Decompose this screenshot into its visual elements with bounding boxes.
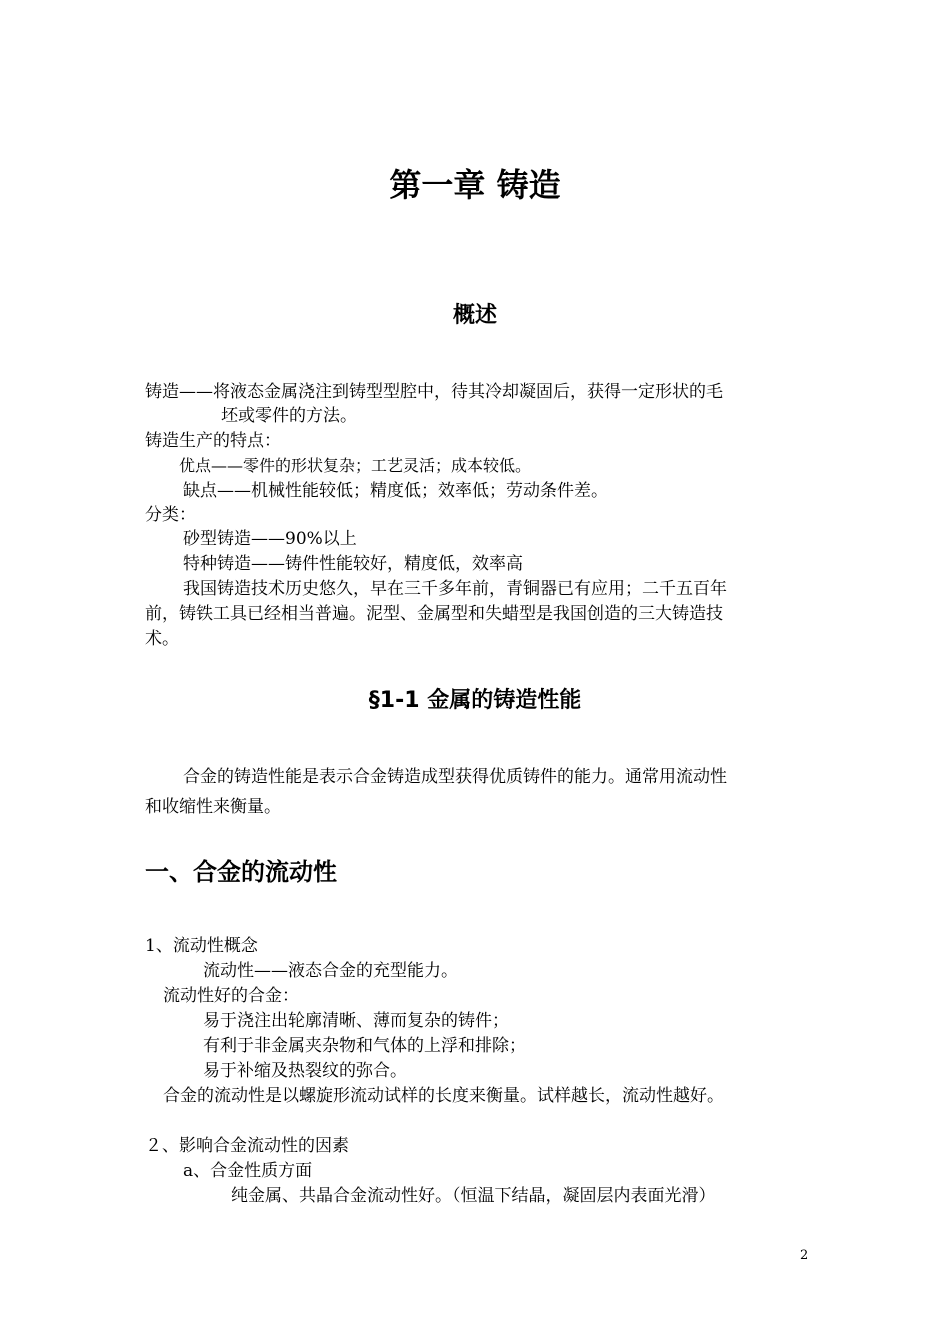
good-fluidity-2: 有利于非金属夹杂物和气体的上浮和排除； — [203, 1036, 526, 1056]
subsection-heading: 一、合金的流动性 — [145, 858, 337, 886]
sand-casting-line: 砂型铸造——90%以上 — [183, 529, 357, 549]
section-intro-line-1: 合金的铸造性能是表示合金铸造成型获得优质铸件的能力。通常用流动性 — [183, 767, 727, 787]
item2-a-title: a、合金性质方面 — [183, 1161, 313, 1181]
section-intro-line-2: 和收缩性来衡量。 — [145, 797, 281, 817]
disadvantages-line: 缺点——机械性能较低；精度低；效率低；劳动条件差。 — [183, 481, 608, 501]
special-casting-line: 特种铸造——铸件性能较好，精度低，效率高 — [183, 554, 523, 574]
chapter-title: 第一章 铸造 — [389, 166, 561, 204]
item2-title: ２、影响合金流动性的因素 — [145, 1136, 349, 1156]
advantages-line: 优点——零件的形状复杂；工艺灵活；成本较低。 — [179, 456, 532, 475]
features-label: 铸造生产的特点： — [145, 431, 281, 451]
categories-label: 分类： — [145, 505, 196, 525]
definition-line-2: 坯或零件的方法。 — [221, 406, 357, 426]
section-heading: §1-1 金属的铸造性能 — [368, 688, 582, 713]
item2-a-line-1: 纯金属、共晶合金流动性好。（恒温下结晶，凝固层内表面光滑） — [231, 1186, 716, 1206]
history-line-2: 前，铸铁工具已经相当普遍。泥型、金属型和失蜡型是我国创造的三大铸造技 — [145, 604, 723, 624]
definition-line-1: 铸造——将液态金属浇注到铸型型腔中，待其冷却凝固后，获得一定形状的毛 — [145, 382, 723, 402]
good-fluidity-1: 易于浇注出轮廓清晰、薄而复杂的铸件； — [203, 1011, 509, 1031]
overview-heading: 概述 — [452, 303, 497, 328]
good-fluidity-3: 易于补缩及热裂纹的弥合。 — [203, 1061, 407, 1081]
fluidity-measure-line: 合金的流动性是以螺旋形流动试样的长度来衡量。试样越长，流动性越好。 — [163, 1086, 724, 1106]
page-number: 2 — [800, 1248, 809, 1263]
item1-title: 1、流动性概念 — [145, 936, 258, 956]
history-line-1: 我国铸造技术历史悠久，早在三千多年前，青铜器已有应用；二千五百年 — [183, 579, 727, 599]
good-fluidity-label: 流动性好的合金： — [163, 986, 299, 1006]
item1-definition: 流动性——液态合金的充型能力。 — [203, 961, 458, 981]
history-line-3: 术。 — [145, 629, 179, 649]
